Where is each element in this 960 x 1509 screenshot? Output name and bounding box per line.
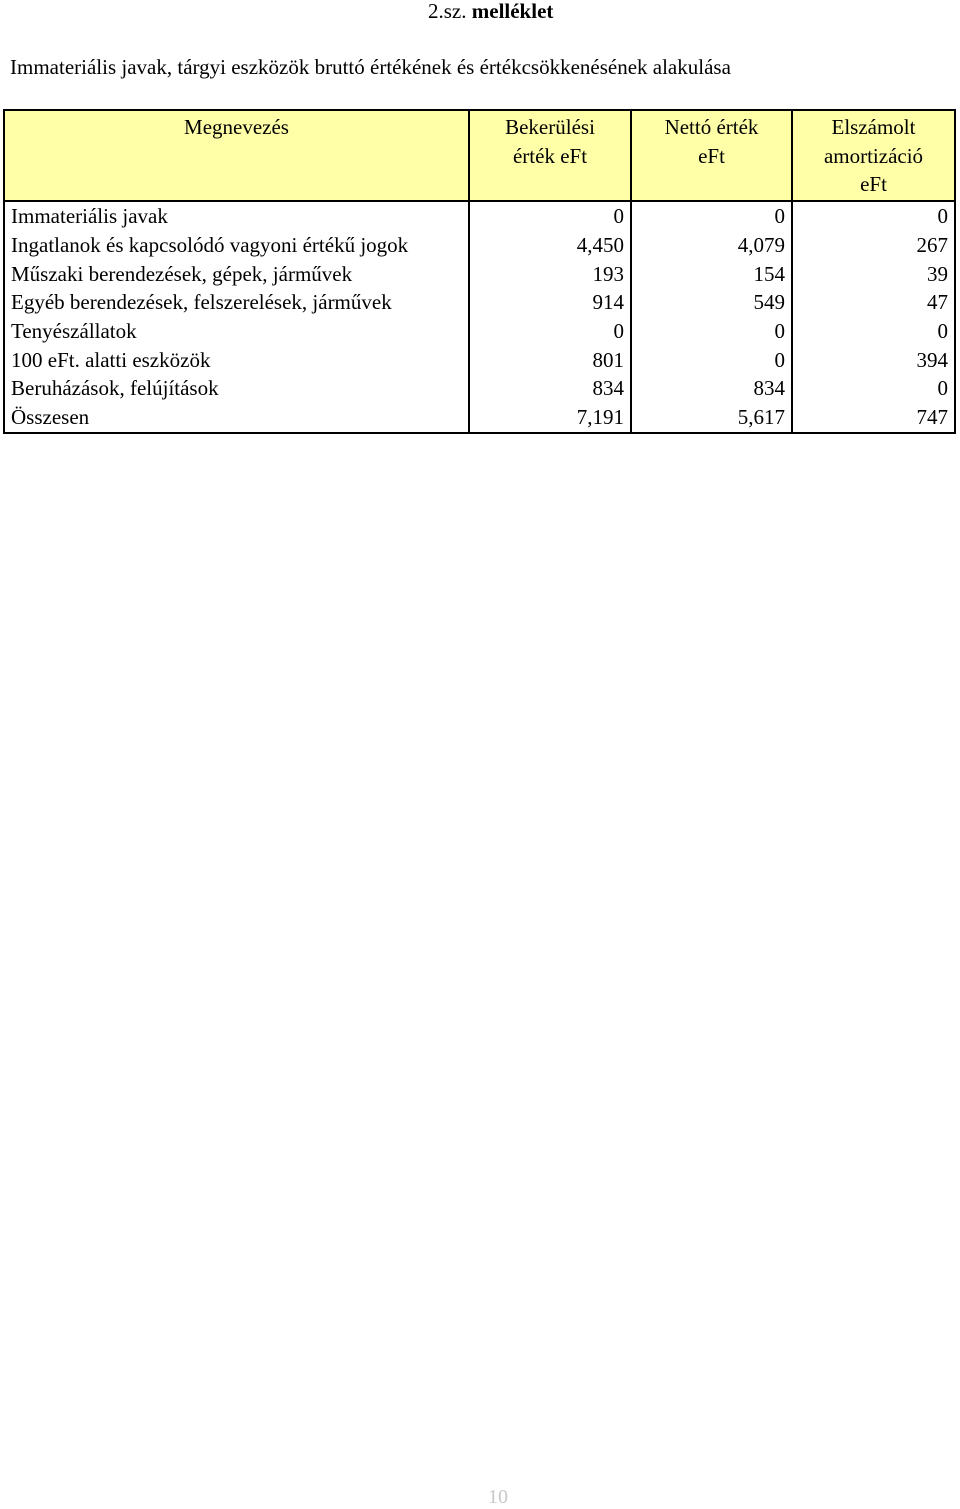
row-name: Beruházások, felújítások [11, 376, 219, 401]
row-cost: 801 [469, 346, 631, 375]
row-name: Egyéb berendezések, felszerelések, járművek [11, 290, 392, 315]
table-row [4, 346, 955, 375]
header-cost-line-1: Bekerülési [505, 115, 595, 139]
header-dep-line-1: Elszámolt [831, 115, 916, 139]
header-name-label: Megnevezés [184, 115, 289, 139]
header-cost [469, 110, 631, 201]
row-depreciation: 0 [792, 374, 955, 403]
row-depreciation: 39 [792, 260, 955, 289]
asset-table [3, 109, 956, 434]
row-depreciation: 267 [792, 231, 955, 260]
header-dep-line-2: amortizáció [823, 143, 924, 168]
row-net: 0 [631, 201, 792, 231]
row-name: Ingatlanok és kapcsolódó vagyoni értékű jogok [11, 232, 409, 257]
row-cost: 0 [469, 317, 631, 346]
table-row [4, 260, 955, 289]
table-row [4, 317, 955, 346]
annex-number: 2.sz. [428, 0, 467, 23]
row-net: 5,617 [631, 403, 792, 433]
row-cost: 4,450 [469, 231, 631, 260]
header-net [631, 110, 792, 201]
header-depreciation [792, 110, 955, 201]
row-net: 4,079 [631, 231, 792, 260]
header-cost-line-2: érték eFt [512, 143, 588, 168]
row-net: 154 [631, 260, 792, 289]
row-cost: 0 [469, 201, 631, 231]
table-row [4, 201, 955, 231]
row-depreciation: 0 [792, 201, 955, 231]
row-name: Immateriális javak [11, 204, 168, 229]
row-name: Műszaki berendezések, gépek, járművek [11, 261, 353, 286]
row-name: 100 eFt. alatti eszközök [11, 347, 211, 372]
table-row [4, 231, 955, 260]
header-dep-line-3: eFt [860, 172, 887, 197]
row-depreciation: 394 [792, 346, 955, 375]
row-cost: 834 [469, 374, 631, 403]
row-cost: 7,191 [469, 403, 631, 433]
row-net: 834 [631, 374, 792, 403]
row-net: 0 [631, 346, 792, 375]
page-number: 10 [488, 1486, 508, 1508]
table-header-row [4, 110, 955, 201]
row-cost: 193 [469, 260, 631, 289]
row-name: Összesen [11, 405, 90, 430]
table-row [4, 374, 955, 403]
row-depreciation: 747 [792, 403, 955, 433]
annex-word: melléklet [471, 0, 554, 23]
annex-label [428, 0, 553, 24]
header-net-line-1: Nettó érték [664, 115, 759, 139]
header-net-line-2: eFt [698, 143, 725, 168]
row-depreciation: 0 [792, 317, 955, 346]
header-name [4, 110, 469, 201]
row-depreciation: 47 [792, 288, 955, 317]
table-row [4, 288, 955, 317]
table-row-total [4, 403, 955, 433]
row-cost: 914 [469, 288, 631, 317]
row-net: 549 [631, 288, 792, 317]
row-net: 0 [631, 317, 792, 346]
row-name: Tenyészállatok [11, 318, 137, 343]
document-title: Immateriális javak, tárgyi eszközök bruttó értékének és értékcsökkenésének alakulása [10, 55, 731, 79]
